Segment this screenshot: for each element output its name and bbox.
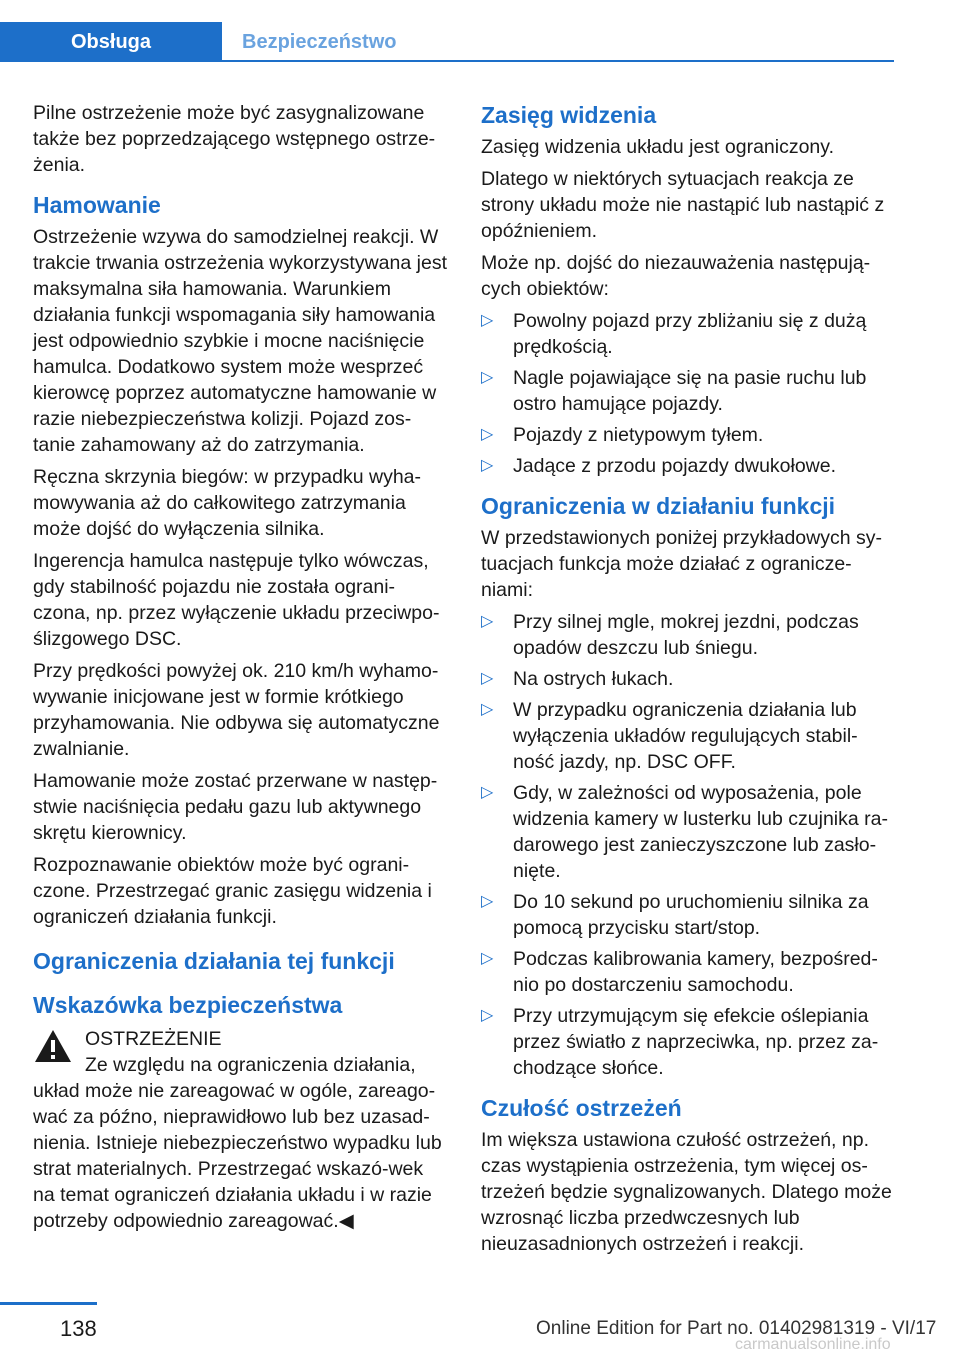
triangle-right-icon: ▷ bbox=[481, 1007, 494, 1024]
list-item bbox=[481, 780, 895, 884]
warning-text-line1: Ze względu na ograniczenia działania, bbox=[85, 1054, 416, 1076]
triangle-right-icon: ▷ bbox=[481, 701, 494, 718]
heading-ograniczenia-w-dzialaniu: Ograniczenia w działaniu funkcji bbox=[481, 493, 836, 519]
triangle-right-icon: ▷ bbox=[481, 312, 494, 329]
left-column bbox=[33, 100, 447, 1234]
right-column bbox=[481, 100, 895, 1263]
list-item bbox=[481, 666, 895, 692]
triangle-right-icon: ▷ bbox=[481, 426, 494, 443]
list-item bbox=[481, 946, 895, 998]
triangle-right-icon: ▷ bbox=[481, 670, 494, 687]
list-item-text: Gdy, w zależności od wyposażenia, pole widzenia kamery w lusterku lub czujnika ra‐darowego jest zanieczyszczone lub zasło‐nięte. bbox=[513, 782, 888, 882]
paragraph: Może np. dojść do niezauważenia następują‐cych obiektów: bbox=[481, 252, 871, 300]
triangle-right-icon: ▷ bbox=[481, 784, 494, 801]
heading-ograniczenia-dzialania: Ograniczenia działania tej funkcji bbox=[33, 948, 395, 974]
list-item bbox=[481, 1003, 895, 1081]
heading-zasieg: Zasięg widzenia bbox=[481, 102, 657, 128]
warning-text: układ może nie zareagować w ogóle, zareago‐wać za późno, nieprawidłowo lub bez uzasad‐nienia. Istnieje niebezpieczeństwo wypadku lub strat materialnych. Przestrzegać wskazó‐wek na temat ograniczeń działania układu i w razie potrzeby odpowiednio zareagować.◀ bbox=[33, 1080, 442, 1232]
footer-rule bbox=[0, 1302, 97, 1305]
list-item bbox=[481, 453, 895, 479]
triangle-right-icon: ▷ bbox=[481, 613, 494, 630]
paragraph: Im większa ustawiona czułość ostrzeżeń, np. czas wystąpienia ostrzeżenia, tym więcej os‐trzeżeń będzie sygnalizowanych. Dlatego może wzrosnąć liczba przedwczesnych lub nieuzasadnionych ostrzeżeń i reakcji. bbox=[481, 1129, 892, 1255]
paragraph: Hamowanie może zostać przerwane w następ‐stwie naciśnięcia pedału gazu lub aktywnego skrętu kierownicy. bbox=[33, 770, 438, 844]
list-item bbox=[481, 889, 895, 941]
heading-czulosc: Czułość ostrzeżeń bbox=[481, 1095, 682, 1121]
list-item-text: Powolny pojazd przy zbliżaniu się z dużą prędkością. bbox=[513, 310, 867, 358]
warning-block bbox=[33, 1026, 447, 1234]
list-item-text: Nagle pojawiające się na pasie ruchu lub ostro hamujące pojazdy. bbox=[513, 367, 867, 415]
list-item bbox=[481, 697, 895, 775]
paragraph: Ręczna skrzynia biegów: w przypadku wyha‐mowywania aż do całkowitego zatrzymania może dojść do wyłączenia silnika. bbox=[33, 466, 422, 540]
warning-triangle-icon bbox=[33, 1028, 73, 1064]
triangle-right-icon: ▷ bbox=[481, 950, 494, 967]
list-item bbox=[481, 365, 895, 417]
paragraph: Pilne ostrzeżenie może być zasygnalizowane także bez poprzedzającego wstępnego ostrze‐żenia. bbox=[33, 102, 436, 176]
paragraph: Ostrzeżenie wzywa do samodzielnej reakcji. W trakcie trwania ostrzeżenia wykorzystywana jest maksymalna siła hamowania. Warunkiem działania funkcji wspomagania siły hamowania jest odpowiednio szybkie i mocne naciśnięcie hamulca. Dodatkowo system może wesprzeć kierowcę poprzez automatyczne hamowanie w razie niebezpieczeństwa kolizji. Pojazd zos‐tanie zahamowany aż do zatrzymania. bbox=[33, 226, 447, 456]
paragraph: Dlatego w niektórych sytuacjach reakcja ze strony układu może nie nastąpić lub nastąpić z opóźnieniem. bbox=[481, 168, 885, 242]
page-number: 138 bbox=[60, 1316, 97, 1341]
list-limitations bbox=[481, 609, 895, 1081]
list-item bbox=[481, 422, 895, 448]
heading-wskazowka: Wskazówka bezpieczeństwa bbox=[33, 992, 343, 1018]
heading-hamowanie: Hamowanie bbox=[33, 192, 161, 218]
list-item-text: Przy silnej mgle, mokrej jezdni, podczas opadów deszczu lub śniegu. bbox=[513, 611, 859, 659]
list-item-text: Pojazdy z nietypowym tyłem. bbox=[513, 424, 764, 446]
list-item-text: Na ostrych łukach. bbox=[513, 668, 674, 690]
header-tabs bbox=[0, 22, 396, 62]
paragraph: Zasięg widzenia układu jest ograniczony. bbox=[481, 136, 834, 158]
list-item-text: Przy utrzymującym się efekcie oślepiania przez światło z naprzeciwka, np. przez za‐chodzące słońce. bbox=[513, 1005, 879, 1079]
list-item-text: Jadące z przodu pojazdy dwukołowe. bbox=[513, 455, 837, 477]
watermark: carmanualsonline.info bbox=[735, 1336, 891, 1353]
paragraph: Ingerencja hamulca następuje tylko wówczas, gdy stabilność pojazdu nie została ograni‐czona, np. przez wyłączenie układu przeciwpo‐ślizgowego DSC. bbox=[33, 550, 440, 650]
edition-text: Online Edition for Part no. 01402981319 - VI/17 bbox=[536, 1318, 937, 1339]
header-rule bbox=[222, 60, 894, 62]
list-objects bbox=[481, 308, 895, 479]
triangle-right-icon: ▷ bbox=[481, 457, 494, 474]
paragraph: W przedstawionych poniżej przykładowych sy‐tuacjach funkcja może działać z ogranicze‐niami: bbox=[481, 527, 882, 601]
list-item-text: Do 10 sekund po uruchomieniu silnika za pomocą przycisku start/stop. bbox=[513, 891, 869, 939]
warning-title: OSTRZEŻENIE bbox=[85, 1028, 222, 1050]
paragraph: Rozpoznawanie obiektów może być ograni‐czone. Przestrzegać granic zasięgu widzenia i ograniczeń działania funkcji. bbox=[33, 854, 432, 928]
list-item bbox=[481, 609, 895, 661]
list-item-text: W przypadku ograniczenia działania lub wyłączenia układów regulujących stabil‐ność jazdy, np. DSC OFF. bbox=[513, 699, 858, 773]
paragraph: Przy prędkości powyżej ok. 210 km/h wyhamo‐wywanie inicjowane jest w formie krótkiego przyhamowania. Nie odbywa się automatyczne zwalnianie. bbox=[33, 660, 440, 760]
triangle-right-icon: ▷ bbox=[481, 893, 494, 910]
tab-bezpieczenstwo[interactable]: Bezpieczeństwo bbox=[242, 30, 397, 53]
tab-obsluga[interactable]: Obsługa bbox=[0, 22, 222, 62]
triangle-right-icon: ▷ bbox=[481, 369, 494, 386]
list-item-text: Podczas kalibrowania kamery, bezpośred‐nio po dostarczeniu samochodu. bbox=[513, 948, 878, 996]
list-item bbox=[481, 308, 895, 360]
